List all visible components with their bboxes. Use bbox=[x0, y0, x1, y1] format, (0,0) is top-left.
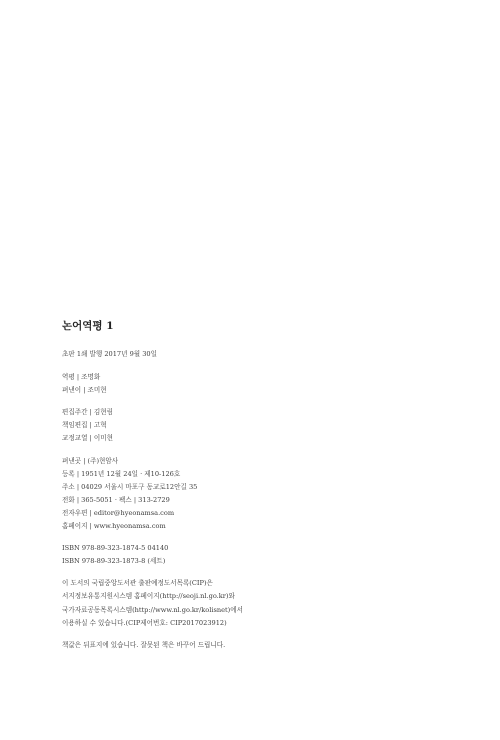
credit-publisher-person: 펴낸이 | 조미현 bbox=[62, 386, 107, 395]
cip-line: 국가자료공동목록시스템(http://www.nl.go.kr/kolisnet)에서 bbox=[62, 605, 243, 614]
credits-block bbox=[62, 371, 482, 397]
editorial-editor: 책임편집 | 고혁 bbox=[62, 421, 107, 430]
publisher-email: 전자우편 | editor@hyeonamsa.com bbox=[62, 508, 175, 517]
colophon bbox=[62, 318, 482, 661]
publisher-phone-fax: 전화 | 365-5051 · 팩스 | 313-2729 bbox=[62, 495, 170, 504]
cip-line: 이용하실 수 있습니다.(CIP제어번호: CIP2017023912) bbox=[62, 618, 227, 627]
publisher-name: 펴낸곳 | (주)현암사 bbox=[62, 456, 119, 465]
cip-line: 이 도서의 국립중앙도서관 출판예정도서목록(CIP)은 bbox=[62, 579, 213, 588]
cip-line: 서지정보유통지원시스템 홈페이지(http://seoji.nl.go.kr)와 bbox=[62, 592, 235, 601]
book-title: 논어역평 1 bbox=[62, 320, 114, 332]
cip-block bbox=[62, 577, 482, 629]
price-block bbox=[62, 639, 482, 652]
credit-translator: 역평 | 조명화 bbox=[62, 373, 101, 382]
isbn-block bbox=[62, 542, 482, 568]
editorial-proofreader: 교정교열 | 이미현 bbox=[62, 434, 114, 443]
edition-block bbox=[62, 348, 482, 361]
first-edition-date: 초판 1쇄 발행 2017년 9월 30일 bbox=[62, 350, 157, 358]
editorial-block bbox=[62, 406, 482, 445]
publisher-homepage: 홈페이지 | www.hyeonamsa.com bbox=[62, 522, 166, 531]
editorial-chief: 편집주간 | 김현림 bbox=[62, 408, 114, 417]
publisher-block bbox=[62, 455, 482, 534]
isbn-set: ISBN 978-89-323-1873-8 (세트) bbox=[62, 557, 166, 566]
publisher-registration: 등록 | 1951년 12월 24일 · 제10-126호 bbox=[62, 469, 181, 478]
price-notice: 책값은 뒤표지에 있습니다. 잘못된 책은 바꾸어 드립니다. bbox=[62, 640, 226, 649]
isbn-volume: ISBN 978-89-323-1874-5 04140 bbox=[62, 544, 169, 553]
publisher-address: 주소 | 04029 서울시 마포구 동교로12안길 35 bbox=[62, 482, 198, 491]
